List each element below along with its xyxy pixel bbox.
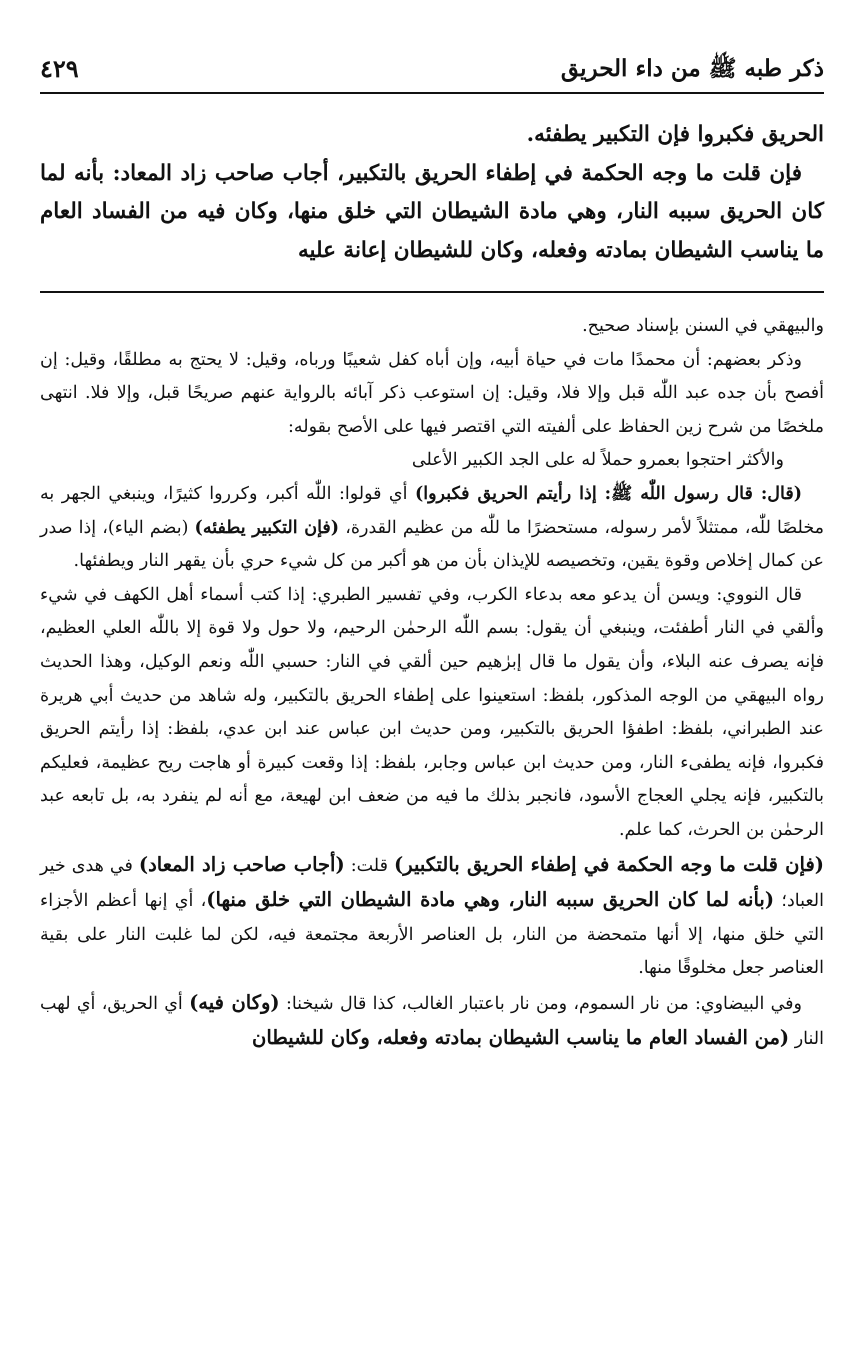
poetry-verse: والأكثر احتجوا بعمرو حملاً له على الجد الكبير الأعلى (411, 450, 784, 471)
commentary-span: قلت: (344, 855, 394, 876)
section-divider (40, 291, 824, 293)
commentary-paragraph: وذكر بعضهم: أن محمدًا مات في حياة أبيه، وإن أباه كفل شعيبًا ورباه، وقيل: لا يحتج به مطلقًا، وقيل: إن أفصح بأن جده عبد اللّٰه قبل وإلا فلا، وقيل: إن استوعب ذكر آبائه بالرواية عنهم صريحًا قبل، وإلا فلا. انتهى ملخصًا من شرح زين الحفاظ على ألفيته التي اقتصر فيها على الأصح بقوله: (40, 349, 824, 437)
commentary-span: (بضم الياء)، إذا صدر عن كمال إخلاص وقوة يقين، وتخصيصه للإيذان بأن من هو أكبر من كل شيء حري بأن يقهر النار ويطفئها. (40, 517, 824, 572)
quoted-matn: (أجاب صاحب زاد المعاد) (138, 852, 345, 876)
main-text (40, 116, 824, 270)
commentary-paragraph (40, 848, 824, 986)
commentary-paragraph (40, 986, 824, 1057)
commentary-paragraph (40, 478, 824, 579)
quoted-matn: (بأنه لما كان الحريق سببه النار، وهي مادة الشيطان التي خلق منها) (206, 888, 775, 912)
commentary-span: ، أي إنها أعظم الأجزاء التي خلق منها، إلا أنها متمحضة من النار، بل العناصر الأربعة مجتمعة فيه، لكن لما غلبت النار على بقية العناصر جعل مخلوقًا منها. (40, 891, 824, 979)
quoted-matn: (فإن قلت ما وجه الحكمة في إطفاء الحريق بالتكبير) (393, 852, 824, 876)
commentary-text (40, 310, 824, 1057)
running-title: ذكر طبه ﷺ من داء الحريق (560, 55, 824, 82)
commentary-span: أي الحريق، أي لهب النار (40, 993, 824, 1050)
page-header (40, 52, 824, 94)
commentary-span: أي قولوا: اللّٰه أكبر، وكرروا كثيرًا، وينبغي الجهر به مخلصًا للّٰه، ممتثلاً لأمر رسوله، مستحضرًا ما للّٰه من عظيم القدرة، (40, 483, 824, 538)
quoted-hadith: (قال: قال رسول اللّٰه ﷺ: إذا رأيتم الحريق فكبروا) (414, 483, 802, 504)
quoted-hadith: (فإن التكبير يطفئه) (194, 517, 340, 538)
commentary-paragraph: قال النووي: ويسن أن يدعو معه بدعاء الكرب، وفي تفسير الطبري: إذا كتب أسماء أهل الكهف في شيء وألقي في النار أطفئت، وينبغي أن يقول: بسم اللّٰه الرحمٰن الرحيم، ولا حول ولا قوة إلا باللّٰه العلي العظيم، فإنه يصرف عنه البلاء، وأن يقول ما قال إبرٰهيم حين ألقي في النار: حسبي اللّٰه ونعم الوكيل، وهذا الحديث رواه البيهقي من الوجه المذكور، بلفظ: استعينوا على إطفاء الحريق بالتكبير، وله شاهد من حديث أبي هريرة عند الطبراني، بلفظ: اطفؤا الحريق بالتكبير، ومن حديث ابن عباس عند ابن عدي، بلفظ: إذا رأيتم الحريق فكبروا، فإنه يطفىء النار، ومن حديث ابن عباس وجابر، بلفظ: إذا وقعت كبيرة أو هاجت ريح عظيمة، فعليكم بالتكبير، فإنه يجلي العجاج الأسود، فانجبر بذلك ما فيه من ضعف ابن لهيعة، مع أنه لم ينفرد به، بل تابعه عبد الرحمٰن بن الحرث، كما علم. (40, 584, 824, 840)
main-text-paragraph: فإن قلت ما وجه الحكمة في إطفاء الحريق بالتكبير، أجاب صاحب زاد المعاد: بأنه لما كان الحريق سببه النار، وهي مادة الشيطان التي خلق منها، وكان فيه من الفساد العام ما يناسب الشيطان بمادته وفعله، وكان للشيطان إعانة عليه (40, 160, 824, 263)
commentary-paragraph: والبيهقي في السنن بإسناد صحيح. (582, 316, 824, 336)
main-text-paragraph: الحريق فكبروا فإن التكبير يطفئه. (526, 122, 824, 147)
page-number: ٤٢٩ (40, 54, 79, 83)
commentary-span: وفي البيضاوي: من نار السموم، ومن نار باعتبار الغالب، كذا قال شيخنا: (279, 993, 802, 1014)
commentary-span: في هدى خير العباد؛ (40, 855, 824, 912)
quoted-matn: (وكان فيه) (189, 990, 280, 1014)
quoted-matn: (من الفساد العام ما يناسب الشيطان بمادته وفعله، وكان للشيطان (252, 1026, 790, 1050)
